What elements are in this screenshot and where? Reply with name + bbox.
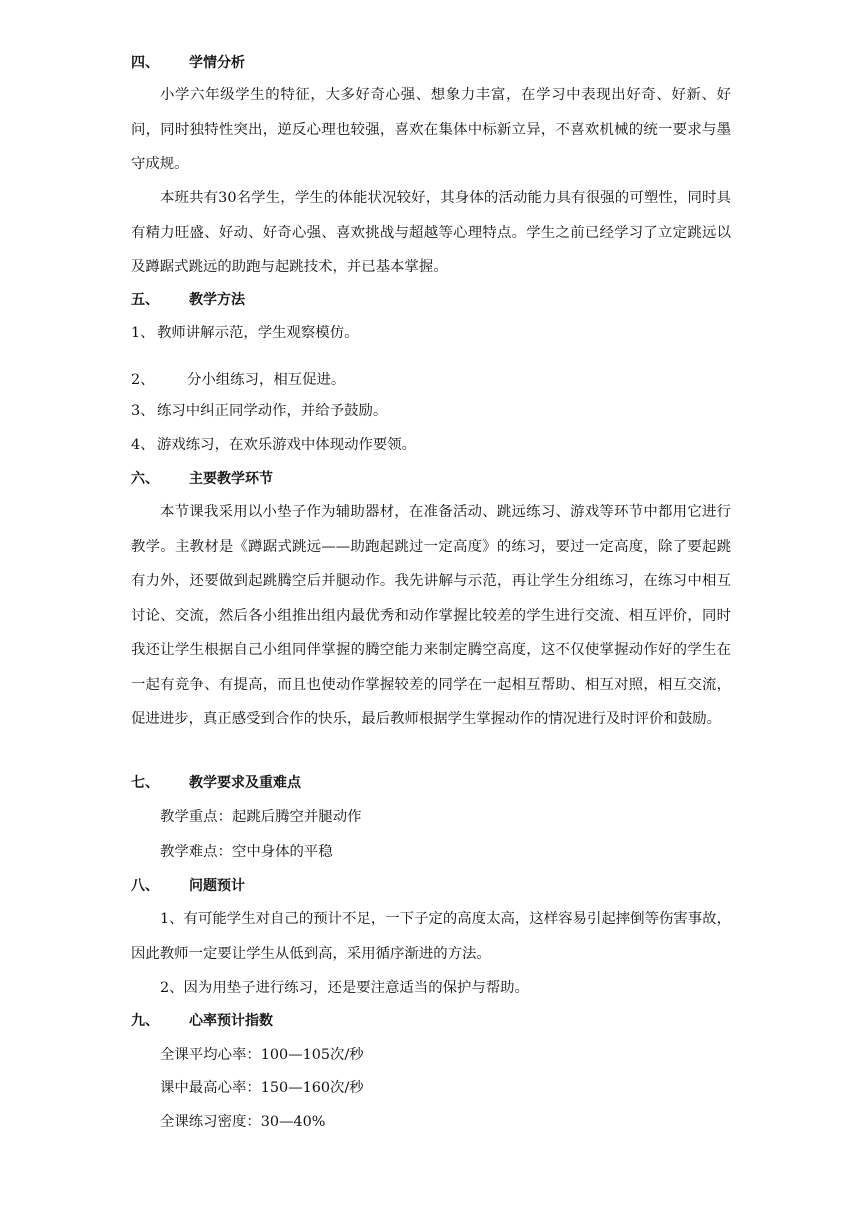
exercise-density: 全课练习密度：30—40% bbox=[160, 1114, 326, 1130]
paragraph: 小学六年级学生的特征，大多好奇心强、想象力丰富，在学习中表现出好奇、好新、好问，同时独特性突出，逆反心理也较强，喜欢在集体中标新立异，不喜欢机械的统一要求与墨守成规。 bbox=[131, 87, 731, 172]
section-heading-8 bbox=[131, 876, 245, 896]
paragraph: 2、因为用垫子进行练习，还是要注意适当的保护与帮助。 bbox=[160, 980, 529, 996]
list-text: 教师讲解示范，学生观察模仿。 bbox=[157, 325, 359, 341]
list-number: 3、 bbox=[131, 403, 155, 419]
key-point: 教学重点：起跳后腾空并腿动作 bbox=[160, 809, 362, 825]
heart-rate-max: 课中最高心率：150—160次/秒 bbox=[160, 1080, 364, 1096]
list-item bbox=[131, 435, 416, 455]
section-title: 学情分析 bbox=[189, 55, 245, 71]
list-item bbox=[131, 370, 345, 390]
list-number: 1、 bbox=[131, 325, 155, 341]
section-number: 四、 bbox=[131, 55, 159, 71]
section-title: 问题预计 bbox=[189, 878, 245, 894]
heart-rate-average: 全课平均心率：100—105次/秒 bbox=[160, 1047, 364, 1063]
list-item bbox=[131, 323, 358, 343]
section-heading-6 bbox=[131, 469, 273, 489]
list-item bbox=[131, 401, 387, 421]
list-text: 分小组练习，相互促进。 bbox=[187, 372, 346, 388]
section-heading-9 bbox=[131, 1011, 273, 1031]
section-title: 教学要求及重难点 bbox=[189, 775, 301, 791]
section-title: 心率预计指数 bbox=[189, 1013, 273, 1029]
section-number: 八、 bbox=[131, 878, 159, 894]
paragraph: 本班共有30名学生，学生的体能状况较好，其身体的活动能力具有很强的可塑性，同时具有精力旺盛、好动、好奇心强、喜欢挑战与超越等心理特点。学生之前已经学习了立定跳远以及蹲踞式跳远的助跑与起跳技术，并已基本掌握。 bbox=[131, 190, 731, 275]
list-text: 游戏练习，在欢乐游戏中体现动作要领。 bbox=[157, 437, 417, 453]
list-text: 练习中纠正同学动作，并给予鼓励。 bbox=[157, 403, 388, 419]
paragraph: 本节课我采用以小垫子作为辅助器材，在准备活动、跳远练习、游戏等环节中都用它进行教学。主教材是《蹲踞式跳远——助跑起跳过一定高度》的练习，要过一定高度，除了要起跳有力外，还要做到起跳腾空后并腿动作。我先讲解与示范，再让学生分组练习，在练习中相互讨论、交流，然后各小组推出组内最优秀和动作掌握比较差的学生进行交流、相互评价，同时我还让学生根据自己小组同伴掌握的腾空能力来制定腾空高度，这不仅使掌握动作好的学生在一起有竞争、有提高，而且也使动作掌握较差的同学在一起相互帮助、相互对照，相互交流，促进进步，真正感受到合作的快乐，最后教师根据学生掌握动作的情况进行及时评价和鼓励。 bbox=[131, 504, 731, 727]
section-title: 教学方法 bbox=[189, 292, 245, 308]
section-heading-7 bbox=[131, 773, 301, 793]
section-number: 九、 bbox=[131, 1013, 159, 1029]
section-number: 五、 bbox=[131, 292, 159, 308]
list-number: 2、 bbox=[131, 372, 155, 388]
section-heading-5 bbox=[131, 290, 245, 310]
section-number: 七、 bbox=[131, 775, 159, 791]
section-title: 主要教学环节 bbox=[189, 471, 273, 487]
paragraph: 1、有可能学生对自己的预计不足，一下子定的高度太高，这样容易引起摔倒等伤害事故，因此教师一定要让学生从低到高，采用循序渐进的方法。 bbox=[131, 911, 731, 962]
section-number: 六、 bbox=[131, 471, 159, 487]
difficult-point: 教学难点：空中身体的平稳 bbox=[160, 844, 333, 860]
section-heading-4 bbox=[131, 53, 245, 73]
list-number: 4、 bbox=[131, 437, 155, 453]
